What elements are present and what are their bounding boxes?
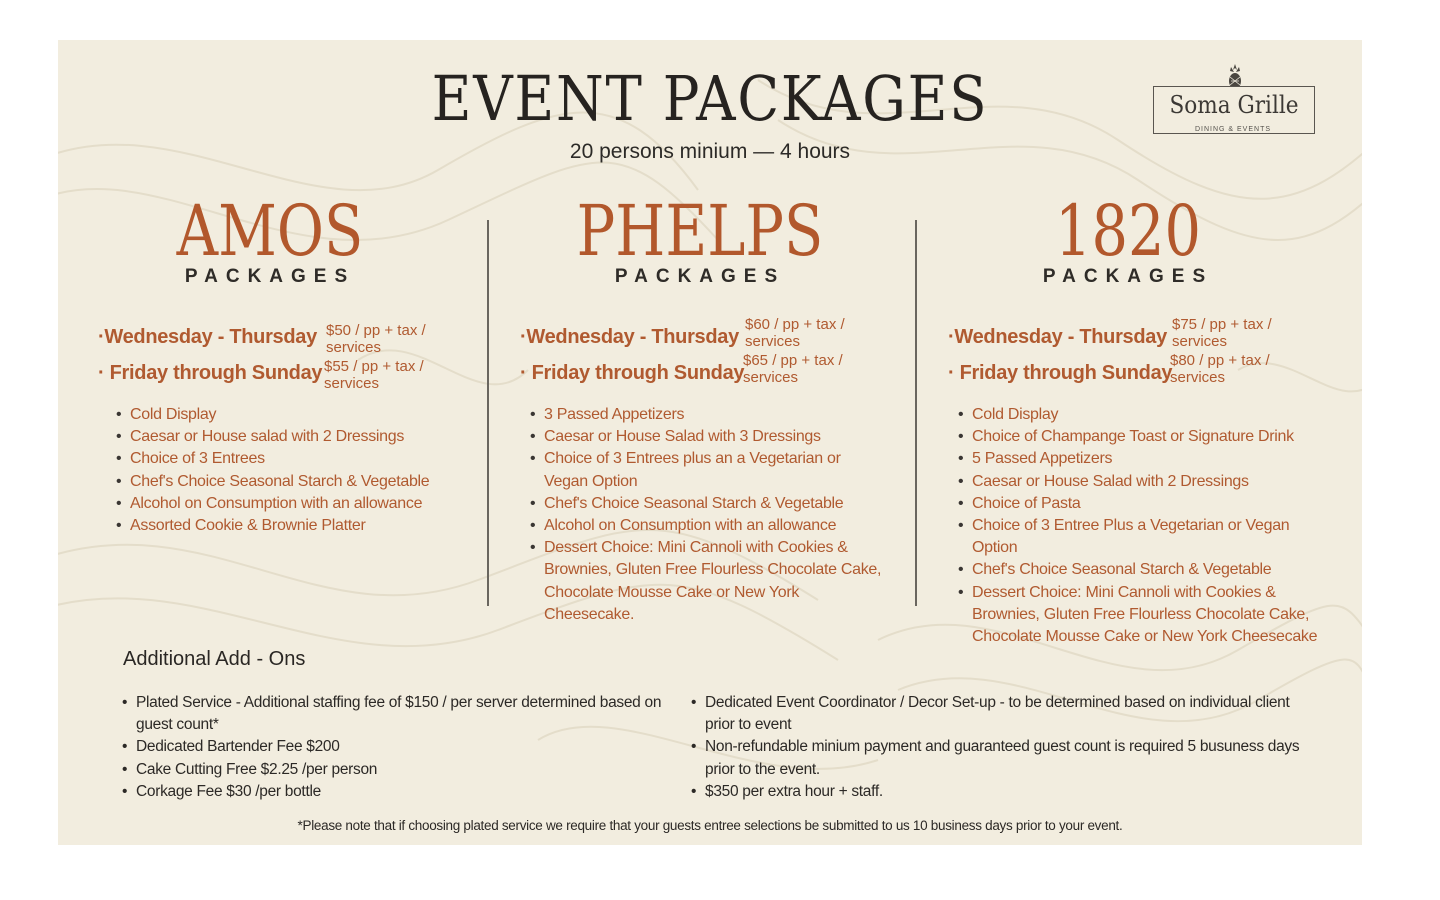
list-item: • 5 Passed Appetizers (958, 448, 1318, 470)
list-item: • Choice of 3 Entree Plus a Vegetarian or Vegan Option (958, 515, 1312, 559)
package-name: PHELPS (576, 190, 824, 272)
addon-item: • Corkage Fee $30 /per bottle (122, 781, 682, 803)
package-items (958, 404, 1318, 648)
weekday-price: $50 / pp + tax / services (326, 322, 426, 356)
addons-list-left (122, 692, 682, 803)
price-row-weekend (98, 358, 458, 398)
column-divider (915, 220, 917, 606)
weekend-price: $55 / pp + tax / services (324, 358, 424, 392)
package-items (530, 404, 890, 626)
list-item: • Dessert Choice: Mini Cannoli with Cookies & Brownies, Gluten Free Flourless Chocolate Cake, Chocolate Mousse Cake or New York Cheesecake (958, 582, 1318, 649)
page-title: EVENT PACKAGES (431, 62, 989, 135)
list-item: • Choice of Pasta (958, 493, 1318, 515)
addon-item: • Plated Service - Additional staffing fee of $150 / per server determined based on guest count* (122, 692, 682, 736)
list-item: • Caesar or House salad with 2 Dressings (116, 426, 456, 448)
addons-list-right (691, 692, 1301, 803)
addon-item: • Cake Cutting Free $2.25 /per person (122, 759, 682, 781)
column-divider (487, 220, 489, 606)
list-item: • Caesar or House Salad with 3 Dressings (530, 426, 890, 448)
package-items (116, 404, 456, 537)
weekend-label: · Friday through Sunday (520, 362, 745, 384)
package-label: PACKAGES (184, 266, 356, 287)
list-item: • Alcohol on Consumption with an allowance (116, 493, 456, 515)
list-item: • Cold Display (116, 404, 456, 426)
list-item: • Cold Display (958, 404, 1318, 426)
logo-tagline: DINING & EVENTS (1194, 126, 1272, 133)
package-name: 1820 (1054, 190, 1202, 272)
page-subtitle: 20 persons minium — 4 hours (569, 140, 851, 163)
price-row-weekday (98, 322, 458, 362)
list-item: • Chef's Choice Seasonal Starch & Vegetable (530, 493, 890, 515)
weekend-label: · Friday through Sunday (98, 362, 323, 384)
list-item: • Chef's Choice Seasonal Starch & Vegetable (958, 559, 1318, 581)
addon-item: • Dedicated Event Coordinator / Decor Set-up - to be determined based on individual client prior to event (691, 692, 1301, 736)
list-item: • Dessert Choice: Mini Cannoli with Cookies & Brownies, Gluten Free Flourless Chocolate Cake, Chocolate Mousse Cake or New York Cheesecake. (530, 537, 890, 626)
list-item: • Alcohol on Consumption with an allowance (530, 515, 890, 537)
weekday-price: $75 / pp + tax / services (1172, 316, 1272, 350)
weekday-label: ·Wednesday - Thursday (98, 326, 317, 348)
price-row-weekend (948, 352, 1308, 398)
weekday-label: ·Wednesday - Thursday (520, 326, 739, 348)
footnote: *Please note that if choosing plated service we require that your guests entree selections be submitted to us 10 business days prior to your event. (297, 818, 1123, 833)
addon-item: • Dedicated Bartender Fee $200 (122, 736, 682, 758)
list-item: • Choice of Champange Toast or Signature Drink (958, 426, 1318, 448)
addon-item: • Non-refundable minium payment and guaranteed guest count is required 5 busuness days prior to the event. (691, 736, 1301, 780)
logo-name: Soma Grille (1169, 91, 1299, 119)
list-item: • Caesar or House Salad with 2 Dressings (958, 471, 1318, 493)
list-item: • Choice of 3 Entrees (116, 448, 456, 470)
weekday-label: ·Wednesday - Thursday (948, 326, 1167, 348)
list-item: • Assorted Cookie & Brownie Platter (116, 515, 456, 537)
addons-title: Additional Add - Ons (123, 648, 306, 670)
list-item: • Chef's Choice Seasonal Starch & Vegetable (116, 471, 456, 493)
list-item: • Choice of 3 Entrees plus an a Vegetarian or Vegan Option (530, 448, 864, 492)
price-row-weekend (520, 352, 880, 398)
event-packages-flyer (58, 40, 1362, 845)
addon-item: • $350 per extra hour + staff. (691, 781, 1301, 803)
package-label: PACKAGES (1042, 266, 1214, 287)
weekday-price: $60 / pp + tax / services (745, 316, 845, 350)
list-item: • 3 Passed Appetizers (530, 404, 890, 426)
weekend-label: · Friday through Sunday (948, 362, 1173, 384)
package-name: AMOS (176, 190, 364, 272)
package-label: PACKAGES (614, 266, 786, 287)
weekend-price: $80 / pp + tax / services (1170, 352, 1270, 386)
weekend-price: $65 / pp + tax / services (743, 352, 843, 386)
